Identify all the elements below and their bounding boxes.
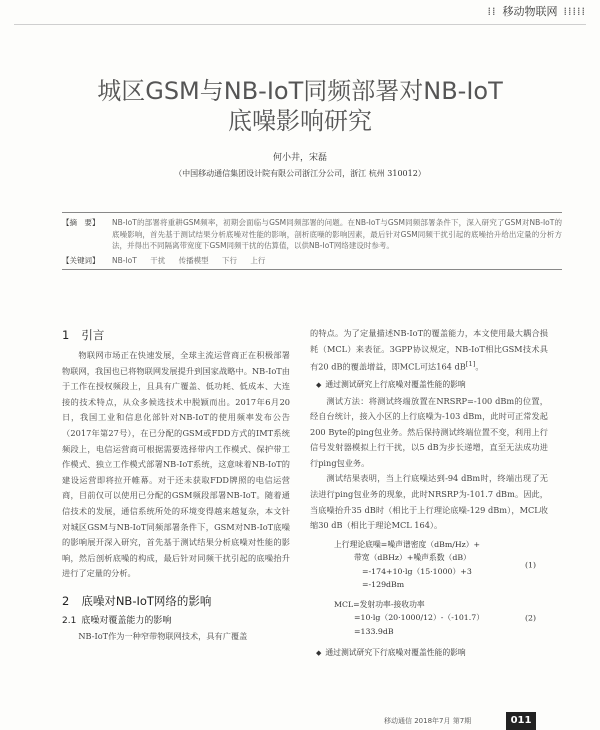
left-column	[62, 328, 290, 645]
page-number: 011	[506, 712, 536, 730]
bullet-heading: ◆ 通过测试研究上行底噪对覆盖性能的影响	[310, 376, 548, 394]
equation-2	[310, 598, 548, 639]
equation-line: MCL=发射功率-接收功率	[334, 599, 425, 609]
header-label: 移动物联网	[502, 5, 558, 18]
abstract-label: 【摘 要】	[62, 218, 100, 227]
subsection-title: 底噪对覆盖能力的影响	[81, 615, 172, 626]
body-paragraph	[310, 326, 548, 376]
keywords-list	[112, 255, 562, 267]
keyword: 传播模型	[178, 255, 209, 265]
header-bars-right-icon: ⁞⁞⁞⁞⁞	[563, 4, 586, 18]
equation-1	[310, 538, 548, 592]
body-paragraph: 物联网市场正在快速发展，全球主流运营商正在积极部署物联网，我国也已将物联网发展提升到国家战略中。NB-IoT由于工作在授权频段上，且具有广覆盖、低功耗、低成本、大连接的技术特点，从众多候选技术中脱颖而出。2017年6月20日，我国工业和信息化部针对NB-IoT的使用频率发布公告（2017年第27号），在已分配的GSM或FDD方式的IMT系统频段上，电信运营商可根据需要选择带内工作模式、保护带工作模式、独立工作模式部署NB-IoT系统，这意味着NB-IoT的建设运营即将拉开帷幕。对于还未获取FDD牌照的电信运营商，目前仅可以使用已分配的GSM频段部署NB-IoT。随着通信技术的发展，通信系统所处的环境变得越来越复杂，本文针对城区GSM与NB-IoT同频部署条件下，GSM对NB-IoT底噪的影响展开深入研究，首先基于测试结果分析底噪对性能的影响，然后剖析底噪的构成，最后针对同频干扰引起的底噪抬升进行了定量的分析。	[62, 350, 290, 579]
keyword: NB-IoT	[112, 255, 137, 265]
header-bars-left-icon: ⁞⁞	[487, 4, 497, 18]
section-title: 底噪对NB-IoT网络的影响	[81, 593, 212, 608]
authors: 何小井，宋磊	[272, 153, 327, 163]
equation-line: =133.9dB	[354, 626, 394, 636]
body-paragraph: NB-IoT作为一种窄带物联网技术，具有广覆盖	[78, 630, 248, 641]
subsection-number: 2.1	[62, 615, 77, 626]
abstract-row	[62, 217, 562, 252]
running-header	[488, 0, 586, 22]
subsection-2-1-heading	[62, 614, 290, 629]
abstract-text: NB-IoT的部署将重耕GSM频率，初期会面临与GSM同频部署的问题。在NB-IoT与GSM同频部署条件下，深入研究了GSM对NB-IoT的底噪影响，首先基于测试结果分析底噪对性能的影响，剖析底噪的影响因素，最后针对GSM同频干扰引起的底噪抬升给出定量的分析方法，并得出不同隔离带宽度下GSM同频干扰的估算值，以供NB-IoT网络建设时参考。	[112, 218, 562, 250]
footer-journal: 移动通信 2018年7月 第7期	[384, 717, 472, 725]
citation: [1]	[465, 360, 476, 369]
header-rule	[14, 24, 586, 25]
equation-number: (1)	[524, 560, 536, 570]
bullet-heading: ◆ 通过测试研究下行底噪对覆盖性能的影响	[310, 644, 548, 662]
keyword: 下行	[222, 255, 238, 265]
section-1-heading	[62, 328, 290, 342]
keywords-label: 【关键词】	[62, 255, 100, 265]
keywords-row	[62, 255, 562, 267]
equation-number: (2)	[524, 613, 536, 623]
equation-line: 上行理论底噪=噪声谱密度（dBm/Hz）+	[334, 539, 481, 549]
title-line-1: 城区GSM与NB-IoT同频部署对NB-IoT	[97, 77, 503, 105]
right-column	[310, 326, 548, 662]
section-number: 2	[62, 593, 70, 608]
equation-line: =10·lg（20·1000/12）-（-101.7）	[354, 613, 484, 623]
spacer	[62, 582, 290, 594]
section-2-heading	[62, 594, 290, 608]
body-paragraph: 测试方法：将测试终端放置在NRSRP=-100 dBm的位置，经自台统计，接入小区的上行底噪为-103 dBm，此时可正常发起200 Byte的ping包业务。然后保持测试终端位置不变，利用上行信号发射器模拟上行干扰，以5 dB为步长递增，直至无法成功进行ping包业务。	[310, 395, 548, 468]
body-paragraph: 测试结果表明，当上行底噪达到-94 dBm时，终端出现了无法进行ping包业务的现象，此时NRSRP为-101.7 dBm。因此，当底噪抬升35 dB时（相比于上行理论底噪-129 dBm），MCL收缩30 dB（相比于理论MCL 164）。	[310, 473, 548, 531]
equation-line: =-129dBm	[362, 580, 405, 590]
paper-title	[0, 76, 600, 136]
affiliation: （中国移动通信集团设计院有限公司浙江分公司，浙江 杭州 310012）	[174, 169, 426, 178]
body-text: 。	[475, 361, 484, 372]
section-title: 引言	[81, 328, 105, 342]
title-line-2: 底噪影响研究	[228, 107, 372, 135]
abstract-box	[62, 212, 562, 270]
body-text: 的特点。为了定量描述NB-IoT的覆盖能力，本文使用最大耦合损耗（MCL）来表征。3GPP协议规定，NB-IoT相比GSM技术具有20 dB的覆盖增益，即MCL可达164 dB	[310, 328, 548, 372]
keyword: 上行	[250, 255, 266, 265]
equation-line: =-174+10·lg（15·1000）+3	[362, 566, 472, 576]
section-number: 1	[62, 328, 70, 342]
keyword: 干扰	[150, 255, 166, 265]
equation-line: 带宽（dBHz）+噪声系数（dB）	[354, 553, 471, 563]
